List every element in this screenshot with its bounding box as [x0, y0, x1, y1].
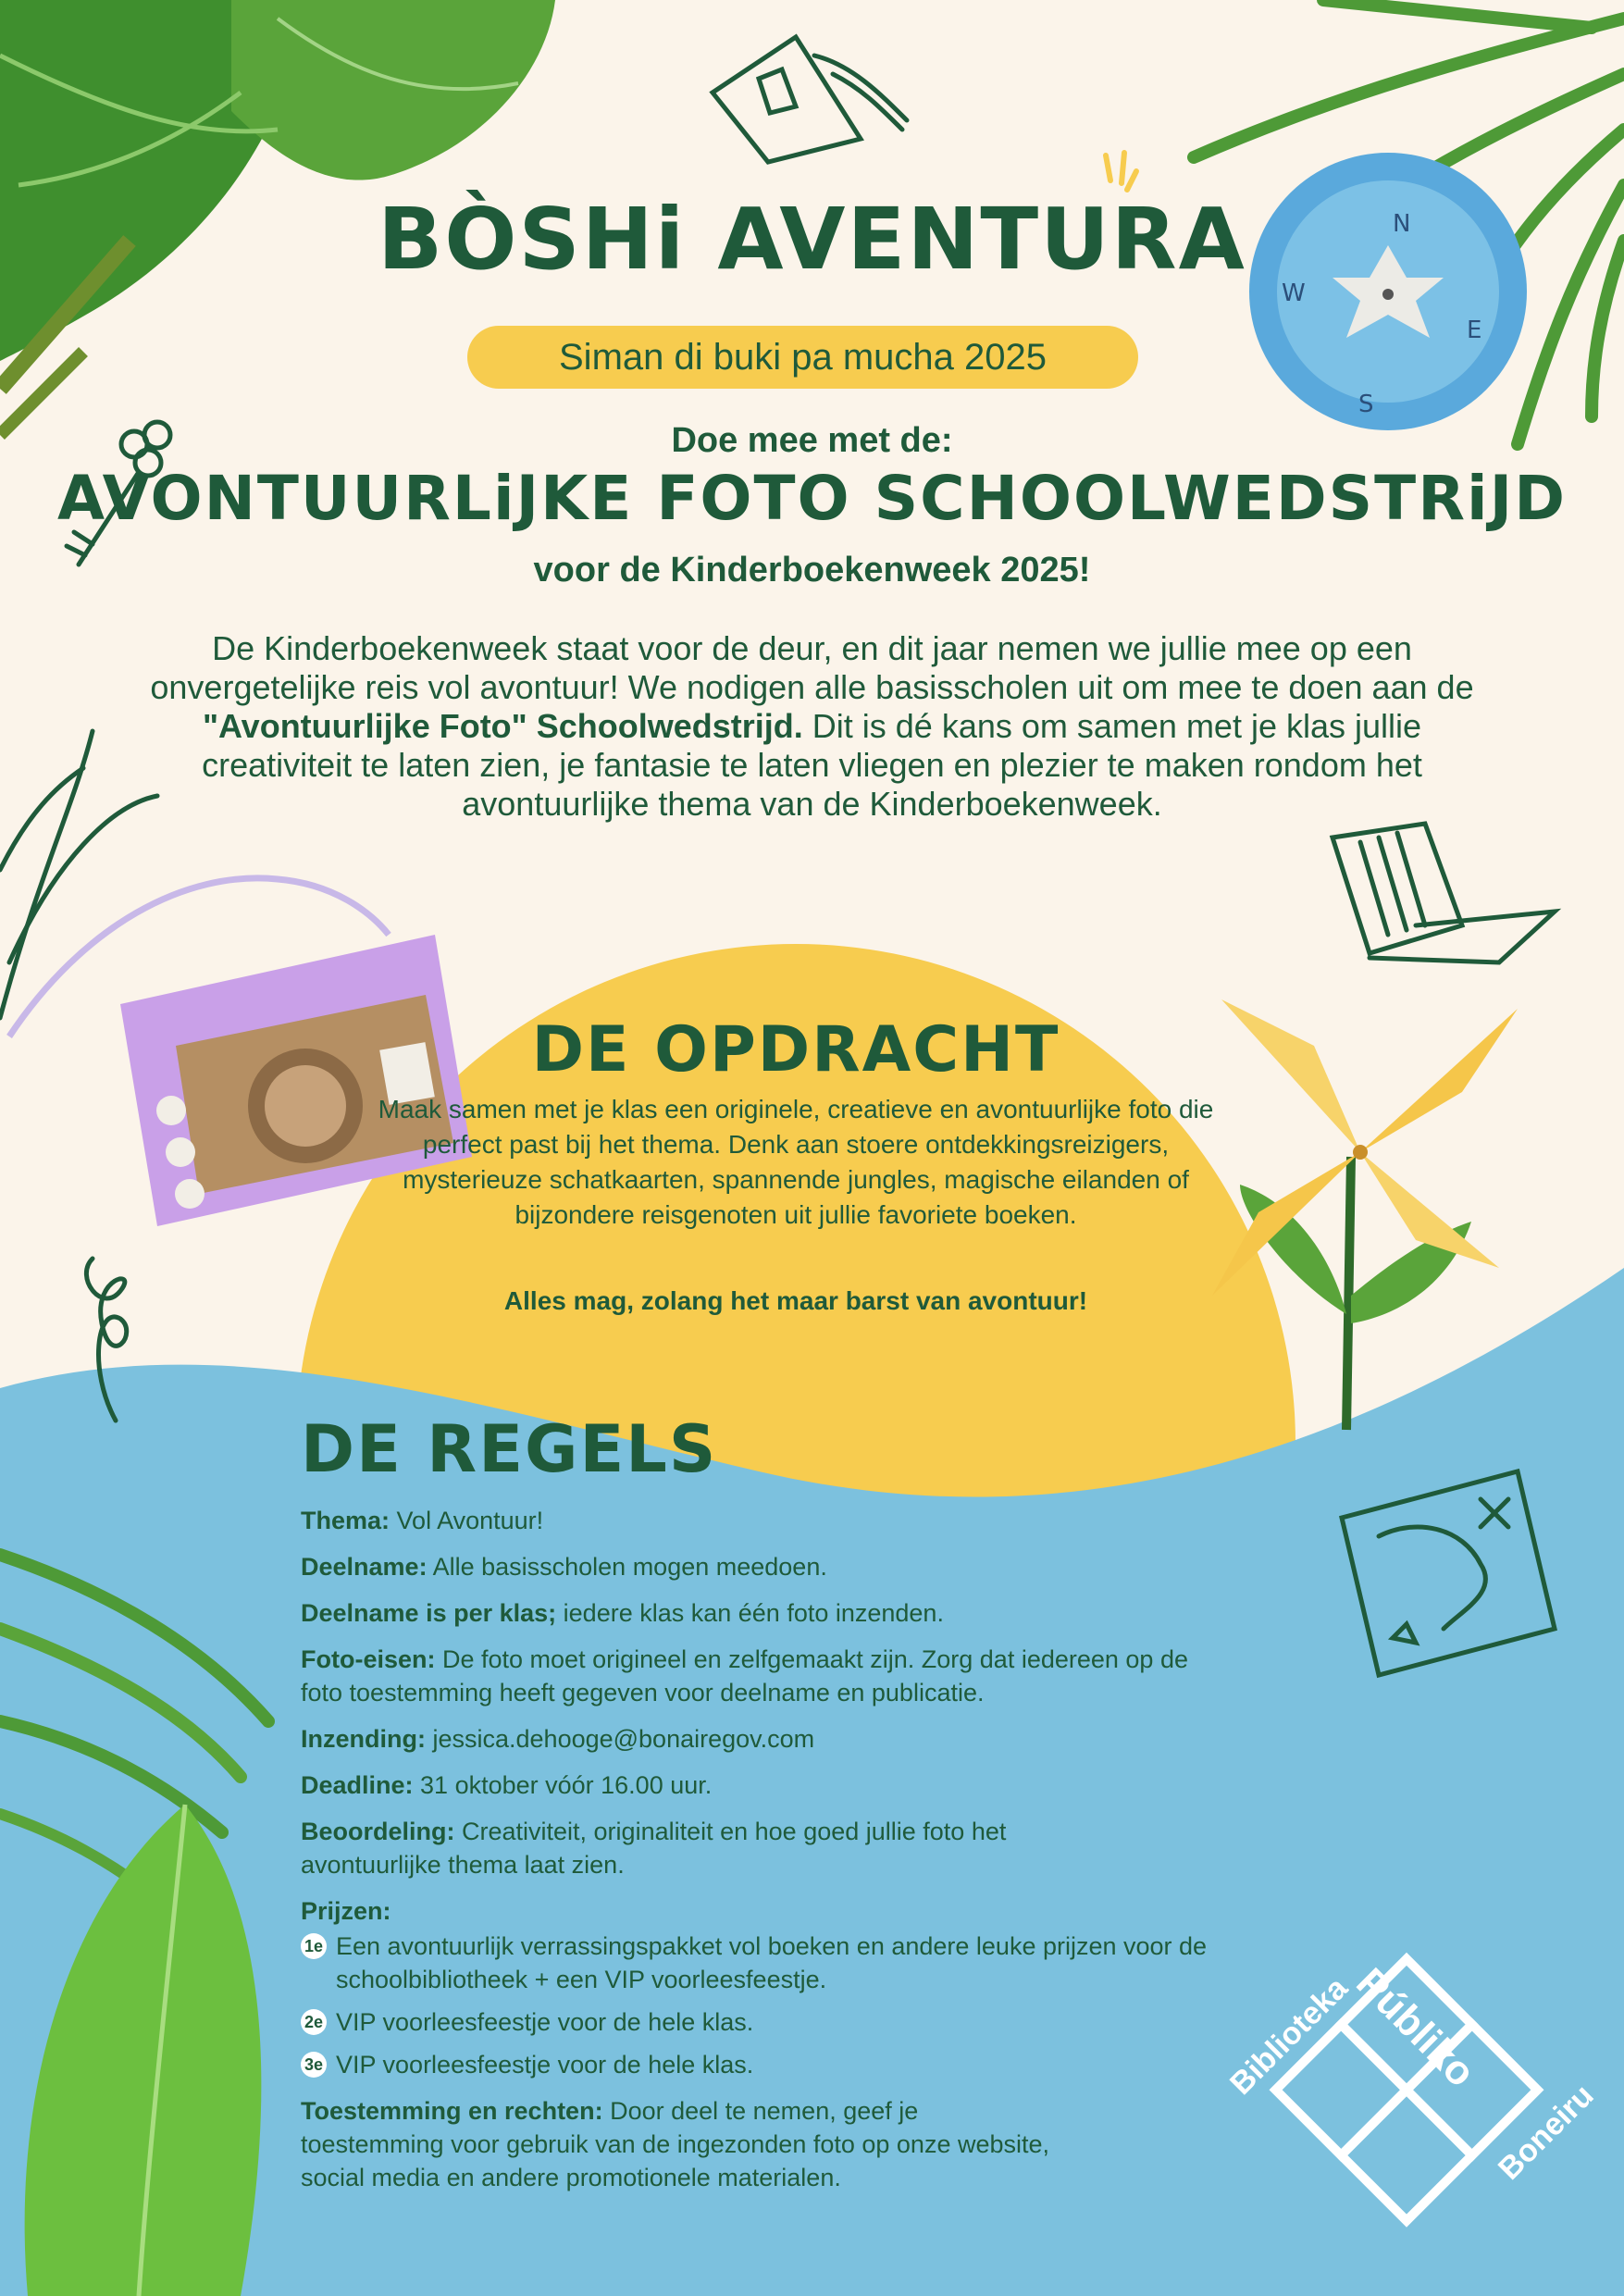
open-book-doodle-icon — [713, 37, 907, 162]
rules-list — [301, 1504, 1319, 2207]
rule-prizes-label — [301, 1894, 1319, 1928]
intro-paragraph — [139, 629, 1485, 824]
intro-text-part2: Dit is dé kans om samen met je klas jullie creativiteit te laten zien, je fantasie te laten vliegen en plezier te maken rondom het avontuurlijke thema van de Kinderboekenweek. — [202, 707, 1422, 823]
submission-email-link[interactable]: jessica.dehooge@bonairegov.com — [425, 1725, 815, 1753]
prize-text: Een avontuurlijk verrassingspakket vol boeken en andere leuke prijzen voor de schoolbibliotheek + een VIP voorleesfeestje. — [336, 1932, 1208, 1993]
intro-text-part1: De Kinderboekenweek staat voor de deur, en dit jaar nemen we jullie mee op een onvergetelijke reis vol avontuur! We nodigen alle basisscholen uit om mee te doen aan de — [150, 629, 1474, 706]
rule-value: De foto moet origineel en zelfgemaakt zijn. Zorg dat iedereen op de foto toestemming heeft gegeven voor deelname en publicatie. — [301, 1645, 1188, 1706]
svg-text:W: W — [1282, 279, 1306, 307]
rule-label: Toestemming en rechten: — [301, 2097, 603, 2125]
contest-title: AVONTUURLiJKE FOTO SCHOOLWEDSTRiJD — [57, 463, 1567, 534]
rule-label: Deelname is per klas; — [301, 1599, 557, 1627]
rank-badge-icon: 2e — [301, 2009, 327, 2035]
grass-doodle-icon — [0, 731, 157, 1018]
rule-label: Beoordeling: — [301, 1818, 455, 1845]
logo-word-biblioteka: Biblioteka — [1223, 1970, 1355, 2103]
svg-text:S: S — [1358, 391, 1374, 418]
rule-theme — [301, 1504, 1319, 1537]
prize-third — [301, 2048, 1319, 2081]
rule-label: Deadline: — [301, 1771, 414, 1799]
prize-first — [301, 1930, 1215, 1996]
rule-value: Vol Avontuur! — [390, 1507, 544, 1534]
rule-label: Deelname: — [301, 1553, 428, 1581]
book-pages-doodle-icon — [1333, 824, 1555, 962]
sparkle-doodle-icon — [1106, 153, 1136, 190]
assignment-closing: Alles mag, zolang het maar barst van avontuur! — [503, 1286, 1088, 1315]
rule-label: Inzending: — [301, 1725, 426, 1753]
logo-word-boneiru: Boneiru — [1491, 2078, 1601, 2187]
svg-text:N: N — [1393, 210, 1411, 238]
rule-label: Foto-eisen: — [301, 1645, 436, 1673]
event-subheading: voor de Kinderboekenweek 2025! — [533, 551, 1091, 590]
rule-rights — [301, 2094, 1060, 2194]
rank-badge-icon: 3e — [301, 2052, 327, 2078]
rules-heading: DE REGELS — [301, 1411, 718, 1487]
rule-deadline — [301, 1769, 1319, 1802]
logo-word-publiko: Públiko — [1347, 1959, 1484, 2096]
rule-label: Thema: — [301, 1507, 391, 1534]
rule-value: 31 oktober vóór 16.00 uur. — [413, 1771, 713, 1799]
page-subtitle: Siman di buki pa mucha 2025 — [559, 337, 1047, 378]
prize-text: VIP voorleesfeestje voor de hele klas. — [336, 2008, 754, 2036]
rule-entry — [301, 1550, 1319, 1583]
assignment-heading: DE OPDRACHT — [531, 1013, 1060, 1086]
rule-value: Door deel te nemen, geef je toestemming voor gebruik van de ingezonden foto op onze website, social media en andere promotionele materialen. — [301, 2097, 1050, 2191]
rule-value: Creativiteit, originaliteit en hoe goed jullie foto het avontuurlijke thema laat zien. — [301, 1818, 1007, 1879]
invite-heading: Doe mee met de: — [671, 421, 953, 460]
svg-text:E: E — [1467, 316, 1482, 344]
prize-second — [301, 2005, 1319, 2039]
prize-text: VIP voorleesfeestje voor de hele klas. — [336, 2051, 754, 2079]
rank-badge-icon: 1e — [301, 1933, 327, 1959]
rule-judging — [301, 1815, 1134, 1881]
intro-highlight: "Avontuurlijke Foto" Schoolwedstrijd. — [202, 707, 803, 745]
rule-photo-requirements — [301, 1643, 1226, 1709]
assignment-text: Maak samen met je klas een originele, creatieve en avontuurlijke foto die perfect past bij het thema. Denk aan stoere ontdekkingsreizigers, mysterieuze schatkaarten, spannende jungles, magische eilanden of bijzondere reisgenoten uit jullie favoriete boeken. — [378, 1095, 1214, 1229]
rule-submission — [301, 1722, 1319, 1756]
rule-value: iedere klas kan één foto inzenden. — [556, 1599, 944, 1627]
rule-label: Prijzen: — [301, 1897, 391, 1925]
page-title: BÒSHi AVENTURA — [378, 190, 1246, 289]
rule-per-class — [301, 1596, 1319, 1630]
rule-value: Alle basisscholen mogen meedoen. — [427, 1553, 827, 1581]
